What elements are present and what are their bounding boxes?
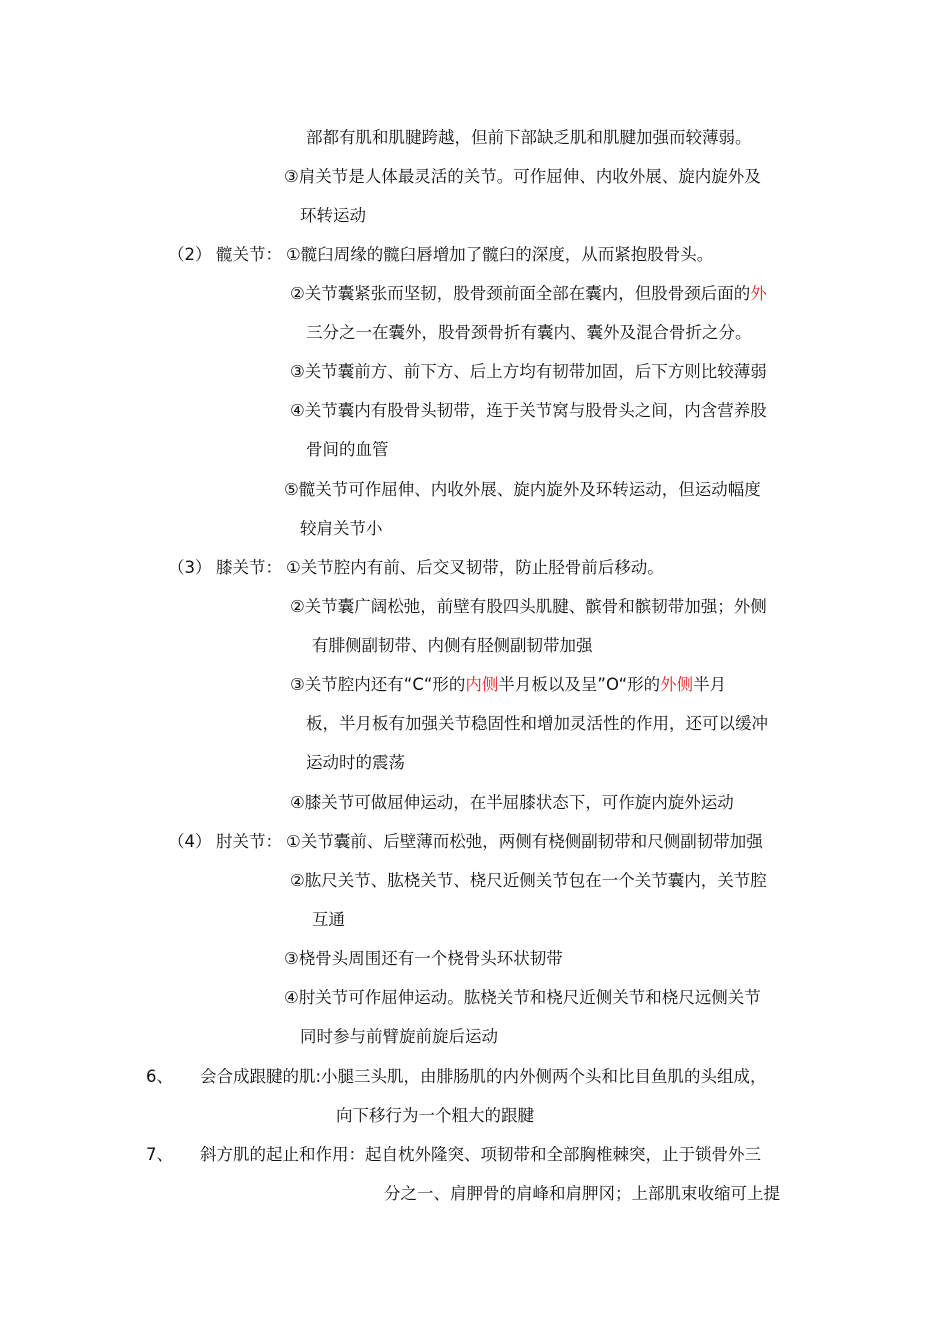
question-7-text: 斜方肌的起止和作用：起自枕外隆突、项韧带和全部胸椎棘突，止于锁骨外三 (200, 1145, 761, 1164)
hip-item-2 (290, 283, 767, 305)
question-7-continuation: 分之一、肩胛骨的肩峰和肩胛冈；上部肌束收缩可上提 (384, 1184, 780, 1203)
shoulder-item-2-continuation: 部都有肌和肌腱跨越，但前下部缺乏肌和肌腱加强而较薄弱。 (306, 128, 752, 147)
hip-item-1: ①髋臼周缘的髋臼唇增加了髋臼的深度，从而紧抱股骨头。 (286, 245, 714, 264)
knee-item-3-continuation-2: 运动时的震荡 (306, 753, 405, 772)
question-6-text: 会合成跟腱的肌:小腿三头肌，由腓肠肌的内外侧两个头和比目鱼肌的头组成， (200, 1067, 767, 1086)
elbow-item-2-continuation: 互通 (312, 910, 345, 929)
knee-item-3 (290, 674, 726, 696)
knee-item-3-text-a: ③关节腔内还有“C“形的 (290, 675, 466, 694)
knee-item-1: ①关节腔内有前、后交叉韧带，防止胫骨前后移动。 (286, 558, 664, 577)
question-6-continuation: 向下移行为一个粗大的跟腱 (336, 1106, 534, 1125)
hip-item-4: ④关节囊内有股骨头韧带，连于关节窝与股骨头之间，内含营养股 (290, 401, 767, 420)
shoulder-item-3: ③肩关节是人体最灵活的关节。可作屈伸、内收外展、旋内旋外及 (284, 167, 761, 186)
knee-item-4: ④膝关节可做屈伸运动，在半屈膝状态下，可作旋内旋外运动 (290, 793, 734, 812)
elbow-number: （4） (168, 832, 212, 851)
knee-item-3-text-c: 半月 (693, 675, 727, 694)
hip-label: 髋关节： (216, 245, 282, 264)
knee-item-3-continuation-1: 板，半月板有加强关节稳固性和增加灵活性的作用，还可以缓冲 (306, 714, 768, 733)
knee-item-2: ②关节囊广阔松弛，前壁有股四头肌腱、髌骨和髌韧带加强；外侧 (290, 597, 767, 616)
hip-item-5: ⑤髋关节可作屈伸、内收外展、旋内旋外及环转运动，但运动幅度 (284, 480, 761, 499)
question-6-number: 6、 (146, 1067, 173, 1086)
elbow-item-3: ③桡骨头周围还有一个桡骨头环状韧带 (284, 949, 563, 968)
hip-item-2-continuation: 三分之一在囊外，股骨颈骨折有囊内、囊外及混合骨折之分。 (306, 323, 752, 342)
elbow-item-4: ④肘关节可作屈伸运动。肱桡关节和桡尺近侧关节和桡尺远侧关节 (284, 988, 761, 1007)
knee-label: 膝关节： (216, 558, 282, 577)
hip-item-5-continuation: 较肩关节小 (300, 519, 383, 538)
knee-number: （3） (168, 558, 212, 577)
hip-number: （2） (168, 245, 212, 264)
question-7-number: 7、 (146, 1145, 173, 1164)
hip-item-3: ③关节囊前方、前下方、后上方均有韧带加固，后下方则比较薄弱 (290, 362, 767, 381)
hip-item-2-highlight: 外 (750, 284, 767, 303)
knee-item-3-highlight-lateral: 外侧 (660, 675, 694, 694)
elbow-item-1: ①关节囊前、后壁薄而松弛，两侧有桡侧副韧带和尺侧副韧带加强 (286, 832, 763, 851)
elbow-item-2: ②肱尺关节、肱桡关节、桡尺近侧关节包在一个关节囊内，关节腔 (290, 871, 767, 890)
knee-item-3-text-b: 半月板以及呈”O“形的 (498, 675, 661, 694)
elbow-label: 肘关节： (216, 832, 282, 851)
knee-item-2-continuation: 有腓侧副韧带、内侧有胫侧副韧带加强 (312, 636, 593, 655)
knee-item-3-highlight-medial: 内侧 (465, 675, 499, 694)
hip-item-2-text: ②关节囊紧张而坚韧，股骨颈前面全部在囊内，但股骨颈后面的 (290, 284, 751, 303)
shoulder-item-3-continuation: 环转运动 (300, 206, 366, 225)
elbow-item-4-continuation: 同时参与前臂旋前旋后运动 (300, 1027, 498, 1046)
hip-item-4-continuation: 骨间的血管 (306, 440, 389, 459)
